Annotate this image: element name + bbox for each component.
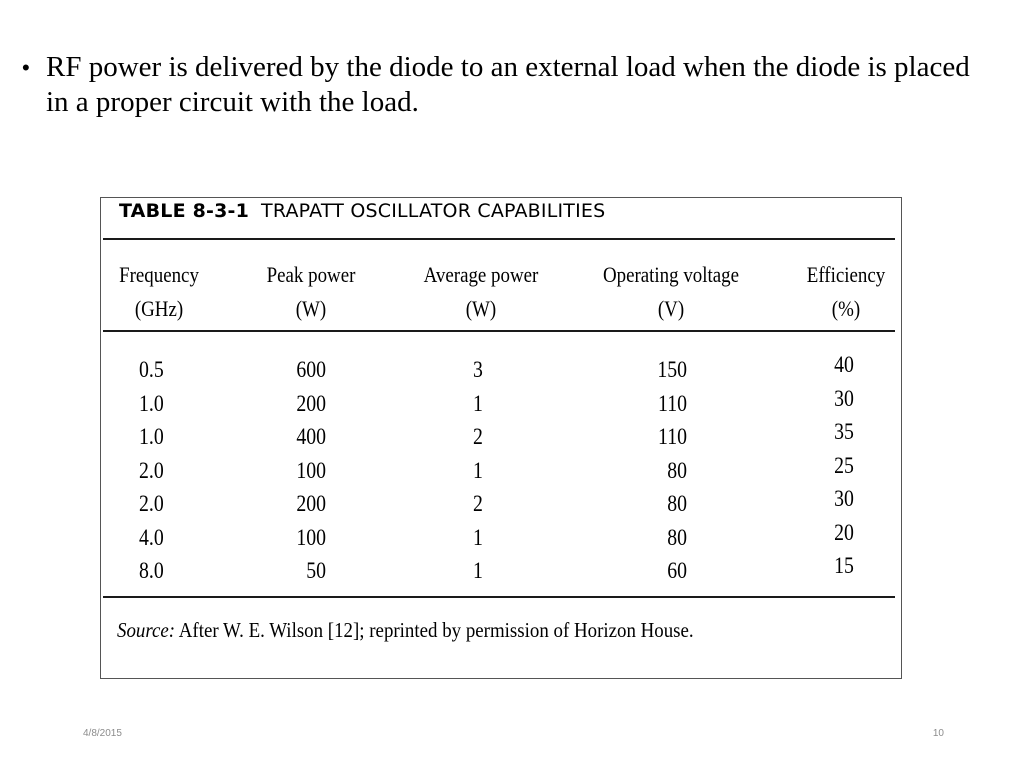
table-cell: 400 [296, 424, 326, 449]
table-cell: 0.5 [139, 357, 164, 382]
table-cell: 1 [473, 524, 483, 550]
column-header-unit: (W) [465, 296, 497, 321]
column-header-label: Frequency [119, 262, 199, 287]
table-cell: 80 [667, 491, 687, 516]
table-cell: 200 [296, 491, 326, 516]
page-number: 10 [932, 728, 944, 739]
table-cell: 50 [306, 558, 326, 583]
column-header-label: Average power [423, 262, 539, 287]
table-cell: 110 [658, 390, 687, 416]
table-image [100, 197, 902, 679]
bullet-icon: • [22, 55, 30, 80]
column-efficiency [831, 348, 857, 583]
column-operating-voltage [647, 353, 687, 588]
table-cell: 2.0 [139, 457, 164, 483]
table-cell: 2 [473, 424, 483, 449]
table-cell: 25 [834, 452, 854, 478]
table-header-rule [103, 330, 895, 332]
table-cell: 15 [834, 553, 854, 578]
table-cell: 100 [296, 457, 326, 483]
footer-date: 4/8/2015 [83, 728, 122, 739]
table-cell: 20 [834, 519, 854, 545]
table-cell: 600 [296, 357, 326, 382]
source-text: After W. E. Wilson [12]; reprinted by permission of Horizon House. [178, 618, 694, 642]
table-cell: 2 [473, 491, 483, 516]
column-header-unit: (V) [657, 296, 685, 321]
table-cell: 1.0 [139, 390, 164, 416]
table-cell: 1.0 [139, 424, 164, 449]
column-header-frequency [116, 258, 202, 326]
column-header-average-power [412, 258, 550, 326]
table-cell: 3 [473, 357, 483, 382]
column-average-power [465, 353, 491, 588]
table-source-note [117, 618, 694, 643]
table-cell: 1 [473, 390, 483, 416]
table-caption [119, 200, 605, 222]
table-cell: 110 [658, 424, 687, 449]
column-header-operating-voltage [594, 258, 749, 326]
column-header-peak-power [259, 258, 362, 326]
column-header-unit: (GHz) [134, 296, 184, 321]
table-cell: 8.0 [139, 558, 164, 583]
table-cell: 30 [834, 385, 854, 411]
column-header-label: Peak power [266, 262, 356, 287]
table-cell: 35 [834, 419, 854, 444]
table-cell: 100 [296, 524, 326, 550]
table-cell: 1 [473, 558, 483, 583]
table-top-rule [103, 238, 895, 240]
table-cell: 1 [473, 457, 483, 483]
column-header-unit: (W) [295, 296, 327, 321]
column-frequency [139, 353, 182, 588]
table-cell: 80 [667, 457, 687, 483]
table-cell: 60 [667, 558, 687, 583]
table-cell: 200 [296, 390, 326, 416]
table-number: TABLE 8-3-1 [119, 200, 250, 222]
bullet-text: RF power is delivered by the diode to an external load when the diode is placed in a proper circuit with the load. [46, 51, 970, 118]
column-header-label: Efficiency [806, 262, 886, 287]
column-peak-power [279, 353, 326, 588]
table-cell: 150 [657, 357, 687, 382]
table-bottom-rule [103, 596, 895, 598]
table-cell: 2.0 [139, 491, 164, 516]
bullet-item [22, 50, 982, 120]
table-cell: 30 [834, 486, 854, 511]
table-cell: 4.0 [139, 524, 164, 550]
column-header-unit: (%) [831, 296, 861, 321]
column-header-efficiency [799, 258, 894, 326]
source-label: Source: [117, 618, 176, 642]
table-cell: 40 [834, 352, 854, 377]
table-title: TRAPATT OSCILLATOR CAPABILITIES [261, 200, 606, 222]
table-cell: 80 [667, 524, 687, 550]
column-header-label: Operating voltage [602, 262, 740, 287]
